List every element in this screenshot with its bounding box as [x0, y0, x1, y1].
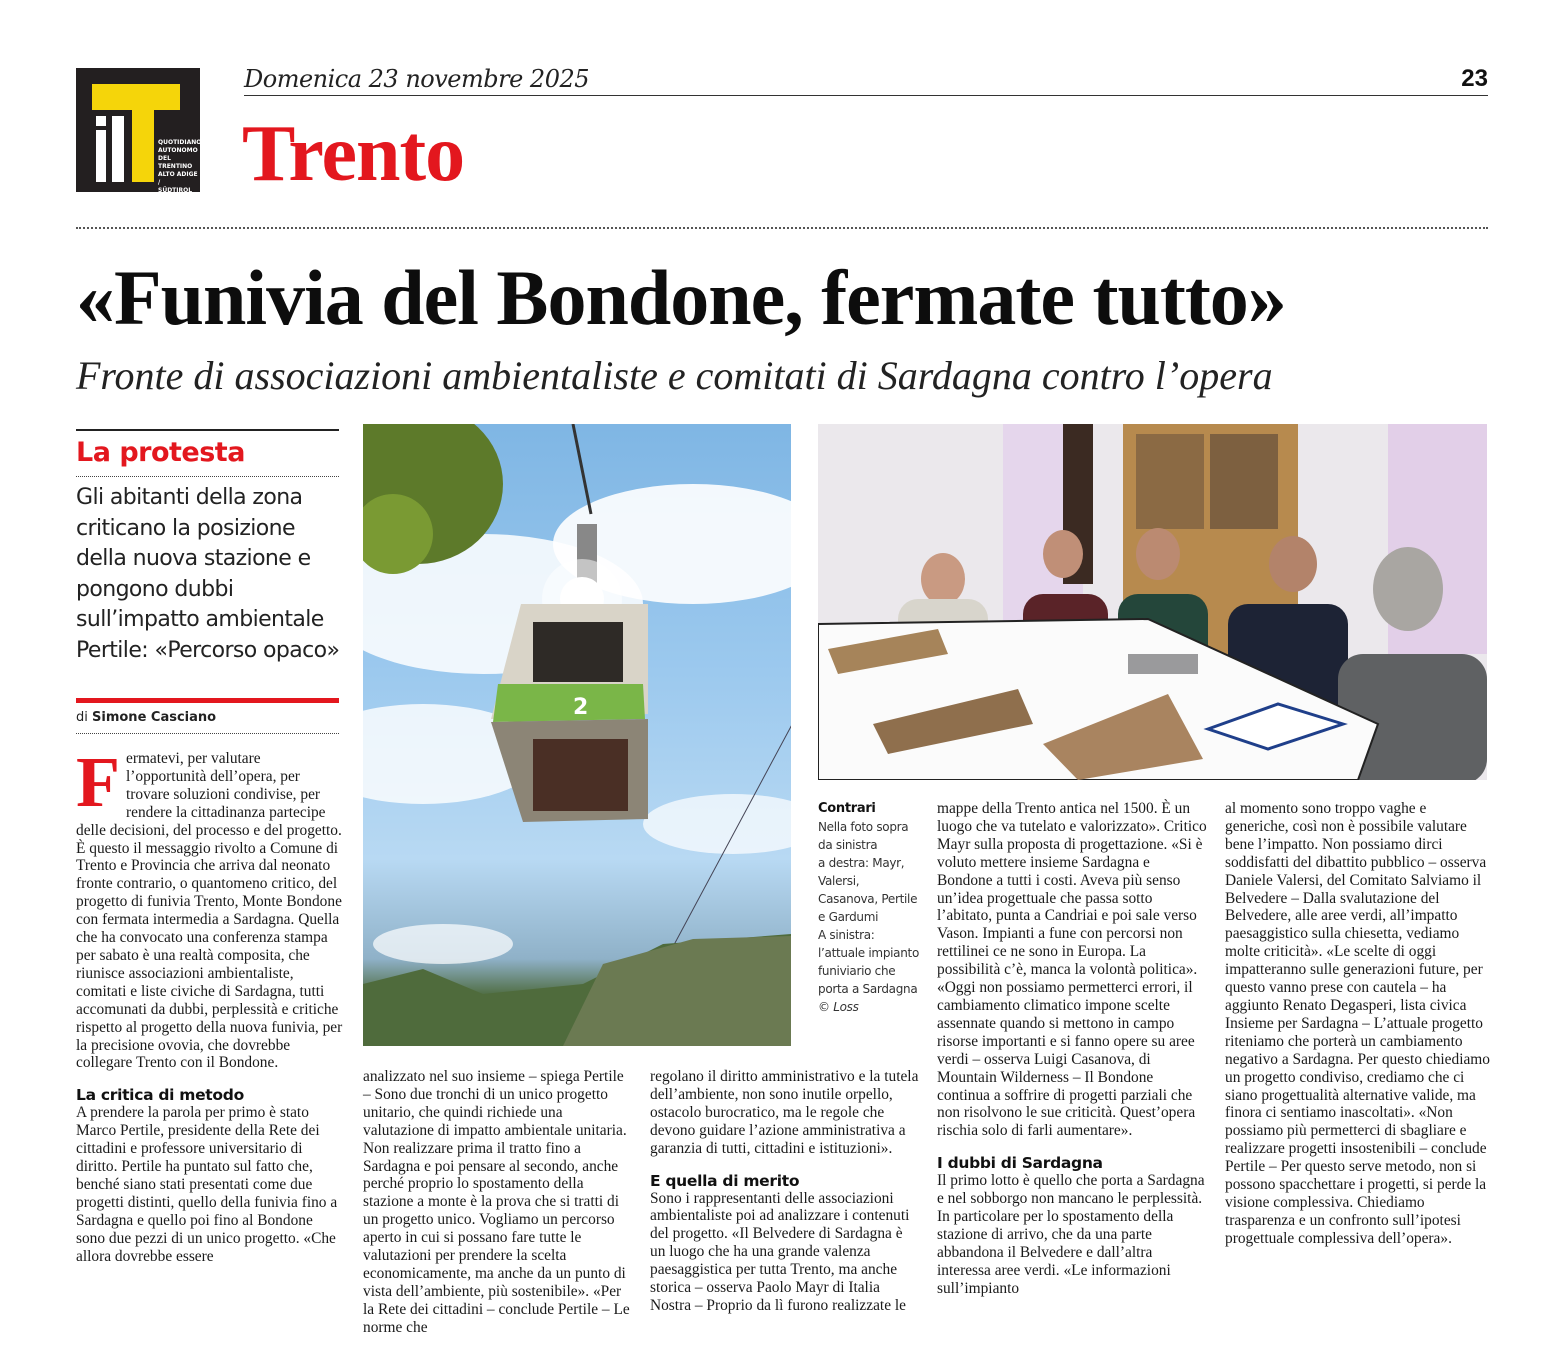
article-subheadline: Fronte di associazioni ambientaliste e comitati di Sardagna contro l’opera — [76, 353, 1273, 398]
cable-car-photo — [363, 424, 791, 1046]
logo-t-stem — [132, 84, 154, 182]
sidebar-rule — [76, 429, 339, 431]
caption-line: da sinistra — [818, 838, 878, 852]
caption-line: A sinistra: — [818, 928, 875, 942]
sidebar-kicker: La protesta — [76, 437, 245, 468]
caption-line: a destra: Mayr, — [818, 856, 905, 870]
caption-title: Contrari — [818, 801, 876, 816]
paragraph: mappe della Trento antica nel 1500. È un luogo che va tutelato e valorizzato». Critico Mayr sulla proposta di progettazione. «Si è voluto mettere insieme Sardagna e Bondone a tutti i costi. Aveva più senso un’idea progettuale che passa sotto l’abitato, punta a Candriai e poi sale verso Vason. Impianti a fune con percorsi non rettilinei ce ne sono in Europa. La possibilità c’è, manca la volontà politica». «Oggi non possiamo permetterci errori, il cambiamento climatico impone scelte assennate quando si mettono in campo risorse importanti e si fanno opere su aree verdi – osserva Luigi Casanova, di Mountain Wilderness – Il Bondone continua a soffrire di progetti parziali che non risolvono le sue criticità. Quest’opera rischia solo di farli aumentare». — [937, 800, 1207, 1140]
cable-car-illustration — [363, 424, 791, 1046]
paragraph: A prendere la parola per primo è stato Marco Pertile, presidente della Rete dei cittadini e professore universitario di diritto. Pertile ha puntato sul fatto che, benché siano stati presentati come due progetti distinti, quello della funivia fino a Sardagna e quello poi fino al Bondone sono due pezzi di un unico progetto. «Che allora dovrebbe essere — [76, 1104, 338, 1265]
article-column-1 — [76, 742, 344, 1265]
dotted-divider — [76, 227, 1488, 229]
newspaper-logo — [76, 68, 200, 192]
page-number: 23 — [1461, 65, 1488, 92]
byline-red-rule — [76, 698, 339, 703]
article-column-2 — [363, 1068, 633, 1337]
logo-tagline-line: DEL TRENTINO — [158, 155, 193, 170]
caption-line: porta a Sardagna — [818, 982, 918, 996]
section-title: Trento — [242, 110, 465, 198]
paragraph: regolano il diritto amministrativo e la tutela dell’ambiente, non sono inutile orpello, ostacolo burocratico, ma le regole che devono guidare l’azione amministrativa a garanzia di tutti, cittadini e istituzioni». — [650, 1068, 919, 1157]
press-conference-illustration — [818, 424, 1487, 780]
paragraph: analizzato nel suo insieme – spiega Pertile – Sono due tronchi di un unico progetto unitario, che quindi richiede una valutazione di impatto ambientale unitaria. Non realizzare prima il tratto fino a Sardagna e poi pensare al secondo, anche perché proprio lo spostamento della stazione a monte è la prova che si tratti di un progetto unico. Vogliamo un percorso aperto in cui si possano fare tutte le valutazioni per prendere la scelta economicamente, ma anche da un punto di vista dell’ambiente, più sostenibile». «Per la Rete dei cittadini – conclude Pertile – Le norme che — [363, 1068, 630, 1336]
logo-l-bar — [112, 116, 124, 182]
photo-credit: © Loss — [818, 1000, 859, 1014]
logo-tagline-line: SÜDTIROL — [158, 187, 193, 194]
drop-cap: F — [76, 742, 120, 822]
byline-author: Simone Casciano — [92, 710, 217, 725]
subheading: La critica di metodo — [76, 1086, 244, 1105]
logo-tagline-line: AUTONOMO — [158, 147, 198, 154]
caption-line: e Gardumi — [818, 910, 879, 924]
paragraph-text: ermatevi, per valutare l’opportunità dell’opera, per trovare soluzioni condivise, per rendere la cittadinanza partecipe delle decisioni, del processo e del progetto. È questo il messaggio rivolto a Comune di Trento e Provincia che arriva dal neonato fronte contrario, o quantomeno critico, del progetto di funivia Trento, Monte Bondone con fermata intermedia a Sardagna. Quella che ha convocato una conferenza stampa per sabato è una realtà composita, che riunisce associazioni ambientaliste, comitati e liste civiche di Sardagna, tutti accomunati da dubbi, perplessità e critiche rispetto al progetto della nuova funivia, per la precisione ovovia, che dovrebbe collegare Trento con il Bondone. — [76, 750, 343, 1072]
article-column-4 — [937, 800, 1209, 1298]
caption-line: Casanova, Pertile — [818, 892, 918, 906]
header-rule — [244, 95, 1488, 96]
press-conference-photo — [818, 424, 1487, 780]
logo-i-dot — [96, 116, 106, 126]
paragraph — [76, 742, 344, 1072]
subheading: E quella di merito — [650, 1171, 800, 1190]
byline-dotted-divider — [76, 733, 339, 734]
paragraph: al momento sono troppo vaghe e generiche, così non è possibile valutare bene l’impatto. Non possiamo dirci soddisfatti del dibattito pubblico – osserva Daniele Valersi, del Comitato Salviamo il Belvedere – Dalla svalutazione del Belvedere, alle aree verdi, all’impatto paesaggistico sulla chiesetta, vediamo molte criticità». «Le scelte di oggi impatteranno sulle generazioni future, per questo vanno prese con cautela – ha aggiunto Renato Degasperi, lista civica Insieme per Sardagna – L’attuale progetto riteniamo che porterà un cambiamento negativo a Sardagna. Per questo chiediamo un progetto condiviso, crediamo che ci siano progettualità alternative valide, ma finora ci sentiamo inascoltati». «Non possiamo più permetterci di sbagliare e realizzare progetti insostenibili – conclude Pertile – Per questo serve metodo, non si possono spacchettare i progetti, si perde la visione complessiva. Chiediamo trasparenza e un confronto sull’ipotesi progettuale complessiva dell’opera». — [1225, 800, 1490, 1247]
logo-tagline — [158, 139, 200, 195]
article-column-3 — [650, 1068, 920, 1315]
article-headline: «Funivia del Bondone, fermate tutto» — [76, 254, 1286, 341]
logo-i-bar — [96, 130, 106, 182]
sidebar-summary: Gli abitanti della zona criticano la posizione della nuova stazione e pongono dubbi sull’impatto ambientale Pertile: «Percorso opaco» — [76, 485, 340, 663]
sidebar-dotted-divider — [76, 476, 339, 477]
article-column-5 — [1225, 800, 1493, 1248]
logo-tagline-line: ALTO ADIGE / — [158, 171, 198, 186]
paragraph: Sono i rappresentanti delle associazioni ambientaliste poi ad analizzare i contenuti del progetto. «Il Belvedere di Sardagna è un luogo che ha una grande valenza paesaggistica per tutta Trento, ma anche storica – osserva Paolo Mayr di Italia Nostra – Proprio da lì furono realizzate le — [650, 1189, 910, 1314]
issue-date: Domenica 23 novembre 2025 — [244, 65, 590, 93]
caption-line: funiviario che — [818, 964, 896, 978]
cabin-number: 2 — [573, 695, 589, 720]
caption-line: Nella foto sopra — [818, 820, 909, 834]
caption-line: Valersi, — [818, 874, 860, 888]
subheading: I dubbi di Sardagna — [937, 1154, 1103, 1173]
logo-tagline-line: QUOTIDIANO — [158, 139, 202, 146]
paragraph: Il primo lotto è quello che porta a Sardagna e nel sobborgo non mancano le perplessità. In particolare per lo spostamento della stazione di arrivo, che da una parte abbandona il Belvedere e dall’altra interessa aree verdi. «Le informazioni sull’impianto — [937, 1172, 1205, 1297]
byline-prefix: di — [76, 710, 88, 725]
caption-line: l’attuale impianto — [818, 946, 919, 960]
byline — [76, 708, 216, 728]
photo-caption — [818, 800, 928, 1016]
